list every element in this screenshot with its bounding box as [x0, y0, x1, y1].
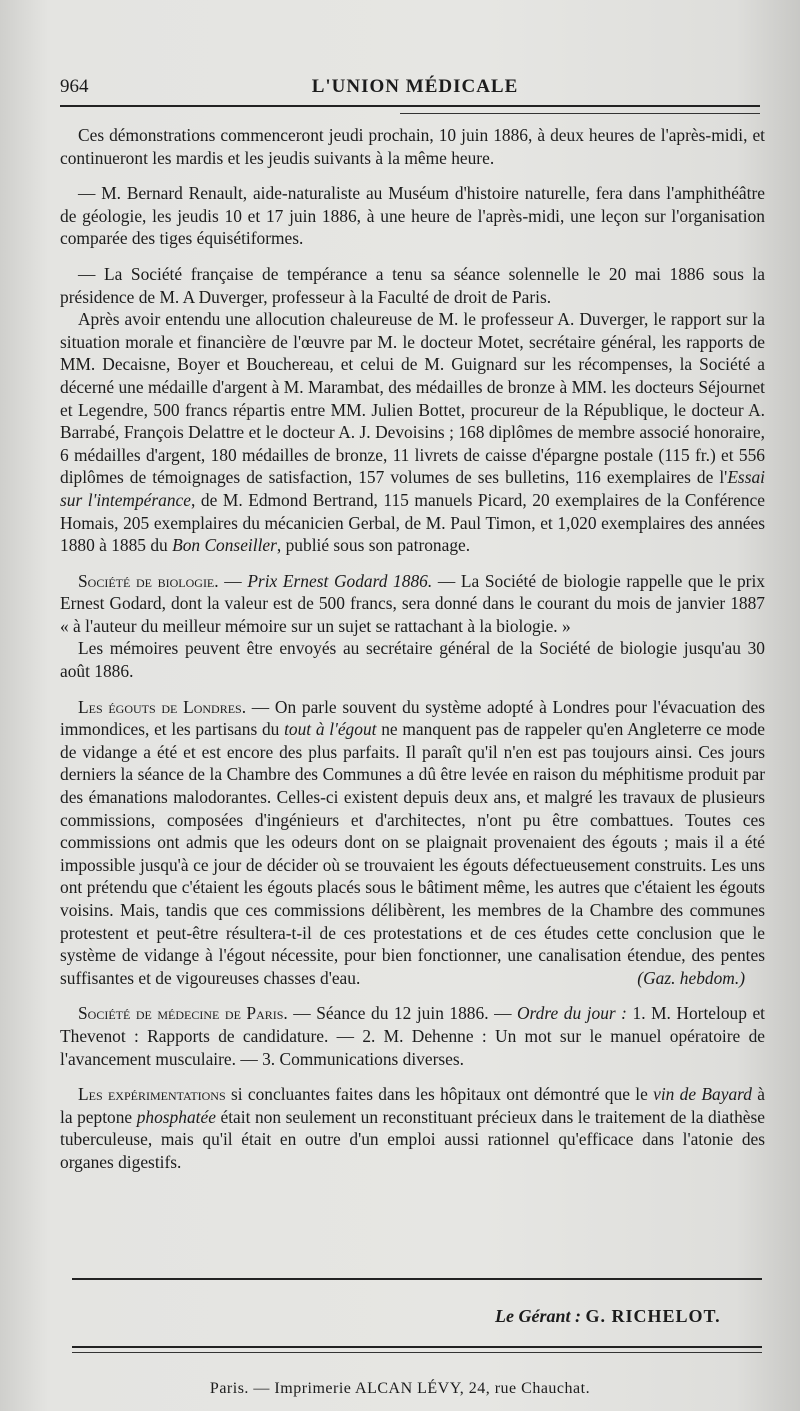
footer-rule [72, 1346, 762, 1348]
biologie-heading: Société de biologie. [78, 570, 219, 591]
awards-text-3: , publié sous son patronage. [276, 535, 471, 556]
signature-label: Le Gérant : [495, 1306, 581, 1326]
egouts-citation: (Gaz. hebdom.) [637, 967, 745, 988]
signature-name: G. RICHELOT. [585, 1306, 721, 1326]
medecine-heading: Société de médecine de Paris. [78, 1003, 288, 1024]
experimentations-italic-vin: vin de Bayard [653, 1084, 752, 1105]
awards-text-1: Après avoir entendu une allocution chaleureuse de M. le professeur A. Duverger, le rapport sur la situation morale et financière de l'œuvre par M. le docteur Motet, secrétaire général, les rapports de MM. Decaisne, Boyer et Bouchereau, et celui de M. Guignard sur les récompenses, la Société a décerné une médaille d'argent à M. Marambat, des médailles de bronze à MM. les docteurs Séjournet et Legendre, 500 francs répartis entre MM. Julien Bottet, procureur de la République, le docteur A. Barrabé, François Delattre et le docteur A. J. Devoisins ; 168 diplômes de membre associé honoraire, 6 médailles d'argent, 180 médailles de bronze, 11 livrets de caisse d'épargne postale (115 fr.) et 556 diplômes de témoignages de satisfaction, 157 volumes de ses bulletins, 116 exemplaires de l' [60, 309, 765, 488]
running-head [60, 76, 770, 100]
article-body [60, 124, 765, 1174]
egouts-text-1: — On parle souvent du système adopté à Londres pour l'évacuation des immondices, et les partisans du [60, 696, 765, 740]
experimentations-text-1: si concluantes faites dans les hôpitaux ont démontré que le [225, 1084, 654, 1105]
journal-title: L'UNION MÉDICALE [311, 76, 519, 97]
footer-rule-thin [72, 1352, 762, 1353]
biologie-dash: — [218, 570, 248, 591]
medecine-text-1: — Séance du 12 juin 1886. — [287, 1003, 517, 1024]
experimentations-heading: Les expérimentations [78, 1084, 226, 1105]
paragraph-temperance: — La Société française de tempérance a tenu sa séance solennelle le 20 mai 1886 sous la présidence de M. A Duverger, professeur à la Faculté de droit de Paris. [60, 263, 765, 307]
awards-italic-essai: Essai sur l'intempérance [60, 467, 765, 510]
egouts-heading: Les égouts de Londres. [78, 696, 247, 717]
paragraph-memoires: Les mémoires peuvent être envoyés au secrétaire général de la Société de biologie jusqu'au 30 août 1886. [60, 638, 765, 682]
header-rule [60, 105, 760, 107]
egouts-text-2: ne manquent pas de rappeler qu'en Angleterre ce mode de vidange a été et est encore des plus parfaits. Il paraît qu'il n'en est pas toujours ainsi. Ces jours derniers la séance de la Chambre des Communes a dû être levée en raison du méphitisme produit par des émanations malodorantes. Celles-ci existent depuis deux ans, et malgré les travaux de plusieurs commissions, composées d'ingénieurs et d'architectes, n'ont pu être combattues. Toutes ces commissions ont admis que les odeurs dont on se plaignait provenaient des égouts ; mais il a été impossible jusqu'à ce jour de décider où se trouvaient les égouts défectueusement construits. Les uns ont prétendu que c'étaient les égouts placés sous le bâtiment même, les autres que c'étaient les égouts voisins. Mais, tandis que ces commissions délibèrent, les membres de la Chambre des communes protestent et peut-être résultera-t-il de ces protestations et de ces études cette conclusion que le système de vidange à l'égout nécessite, pour bien fonctionner, une canalisation étendue, des pentes suffisantes et de vigoureuses chasses d'eau. [60, 719, 765, 988]
medecine-italic: Ordre du jour : [517, 1003, 627, 1024]
paragraph-demonstrations: Ces démonstrations commenceront jeudi prochain, 10 juin 1886, à deux heures de l'après-midi, et continueront les mardis et les jeudis suivants à la même heure. [60, 125, 765, 168]
paragraph-egouts [60, 696, 765, 990]
experimentations-text-3: était non seulement un reconstituant précieux dans le traitement de la diathèse tuberculeuse, mais qu'il était en outre d'un emploi aussi rationnel qu'efficace dans l'atonie des organes digestifs. [60, 1106, 765, 1172]
paragraph-biologie [60, 570, 765, 638]
page-number: 964 [60, 76, 89, 97]
paragraph-experimentations [60, 1083, 765, 1173]
experimentations-text-2: à la peptone [60, 1084, 766, 1127]
paragraph-renault: — M. Bernard Renault, aide-naturaliste au Muséum d'histoire naturelle, fera dans l'amphithéâtre de géologie, les jeudis 10 et 17 juin 1886, à une heure de l'après-midi, une leçon sur l'organisation comparée des tiges équisétiformes. [60, 183, 765, 249]
experimentations-italic-phosphatee: phosphatée [136, 1106, 216, 1127]
awards-text-2: , de M. Edmond Bertrand, 115 manuels Picard, 20 exemplaires de la Conférence Homais, 205 exemplaires du mécanicien Gerbal, de M. Paul Timon, et 1,020 exemplaires des années 1880 à 1885 du [60, 489, 765, 556]
awards-italic-bon-conseiller: Bon Conseiller [172, 535, 277, 556]
biologie-prize: Prix Ernest Godard 1886. [247, 570, 433, 591]
paragraph-awards [60, 308, 765, 557]
signature [495, 1306, 721, 1327]
imprint-line: Paris. — Imprimerie ALCAN LÉVY, 24, rue Chauchat. [209, 1380, 591, 1397]
medecine-text-2: 1. M. Horteloup et Thevenot : Rapports de candidature. — 2. M. Dehenne : Un mot sur le manuel opératoire de l'avancement musculaire. — 3. Communications diverses. [60, 1003, 766, 1069]
egouts-italic: tout à l'égout [284, 719, 377, 740]
paragraph-medecine [60, 1002, 765, 1070]
header-rule-thin [400, 113, 760, 114]
signature-rule [72, 1278, 762, 1280]
biologie-text: — La Société de biologie rappelle que le prix Ernest Godard, dont la valeur est de 500 francs, sera donné dans le courant du mois de janvier 1887 « à l'auteur du meilleur mémoire sur un sujet se rattachant à la biologie. » [60, 570, 765, 636]
